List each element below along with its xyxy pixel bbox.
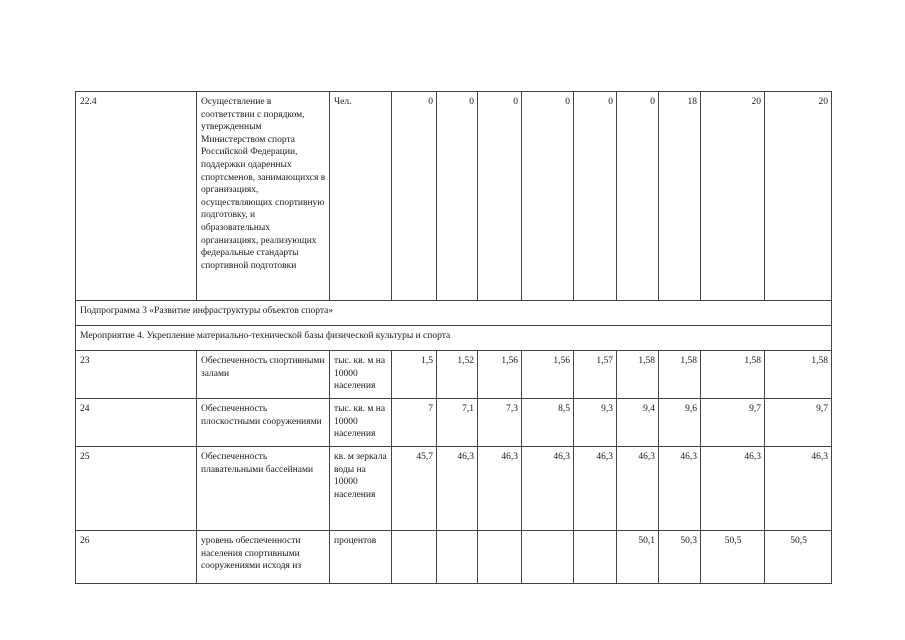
value-cell: 0 [437, 92, 478, 301]
unit-cell: процентов [330, 531, 392, 584]
row-id: 24 [76, 399, 197, 447]
indicator-name: Обеспеченность плавательными бассейнами [197, 447, 330, 531]
indicator-name: Обеспеченность плоскостными сооружениями [197, 399, 330, 447]
value-cell: 46,3 [574, 447, 617, 531]
value-cell: 1,56 [522, 351, 574, 399]
table-row [76, 399, 832, 447]
value-cell: 7,1 [437, 399, 478, 447]
indicator-name: Осуществление в соответствии с порядком, утвержденным Министерством спорта Российской Федерации, поддержки одаренных спортсменов, занимающихся в организациях, осуществляющих спортивную подготовку, и образовательных организациях, реализующих федеральные стандарты спортивной подготовки [197, 92, 330, 301]
row-id: 22.4 [76, 92, 197, 301]
row-id: 23 [76, 351, 197, 399]
value-cell: 45,7 [392, 447, 437, 531]
value-cell: 20 [701, 92, 765, 301]
value-cell: 9,7 [701, 399, 765, 447]
value-cell: 1,56 [478, 351, 522, 399]
value-cell: 1,58 [701, 351, 765, 399]
value-cell: 0 [478, 92, 522, 301]
value-cell: 0 [574, 92, 617, 301]
value-cell [522, 531, 574, 584]
value-cell: 0 [522, 92, 574, 301]
value-cell: 8,5 [522, 399, 574, 447]
table-row [76, 351, 832, 399]
unit-cell: Чел. [330, 92, 392, 301]
subprogram-row [76, 301, 832, 326]
value-cell: 7,3 [478, 399, 522, 447]
subprogram-title: Подпрограмма 3 «Развитие инфраструктуры объектов спорта» [76, 301, 832, 326]
table-row [76, 92, 832, 301]
unit-cell: тыс. кв. м на 10000 населения [330, 399, 392, 447]
value-cell: 46,3 [659, 447, 701, 531]
value-cell: 1,52 [437, 351, 478, 399]
value-cell: 18 [659, 92, 701, 301]
value-cell: 50,5 [765, 531, 832, 584]
value-cell: 1,5 [392, 351, 437, 399]
value-cell: 9,7 [765, 399, 832, 447]
row-id: 26 [76, 531, 197, 584]
value-cell: 9,4 [617, 399, 659, 447]
value-cell: 46,3 [437, 447, 478, 531]
unit-cell: кв. м зеркала воды на 10000 населения [330, 447, 392, 531]
value-cell: 50,5 [701, 531, 765, 584]
value-cell: 50,1 [617, 531, 659, 584]
value-cell: 9,6 [659, 399, 701, 447]
indicator-name: Обеспеченность спортивными залами [197, 351, 330, 399]
unit-cell: тыс. кв. м на 10000 населения [330, 351, 392, 399]
indicator-name: уровень обеспеченности населения спортивными сооружениями исходя из [197, 531, 330, 584]
value-cell: 46,3 [478, 447, 522, 531]
value-cell: 46,3 [701, 447, 765, 531]
value-cell: 1,58 [765, 351, 832, 399]
indicators-table [75, 91, 832, 584]
value-cell [437, 531, 478, 584]
value-cell: 7 [392, 399, 437, 447]
value-cell [574, 531, 617, 584]
table-row [76, 531, 832, 584]
value-cell: 50,3 [659, 531, 701, 584]
table-row [76, 447, 832, 531]
measure-title: Мероприятие 4. Укрепление материально-технической базы физической культуры и спорта [76, 326, 832, 351]
value-cell: 0 [392, 92, 437, 301]
value-cell: 1,58 [659, 351, 701, 399]
value-cell [392, 531, 437, 584]
value-cell: 9,3 [574, 399, 617, 447]
measure-row [76, 326, 832, 351]
value-cell: 0 [617, 92, 659, 301]
value-cell: 46,3 [765, 447, 832, 531]
value-cell: 20 [765, 92, 832, 301]
row-id: 25 [76, 447, 197, 531]
value-cell [478, 531, 522, 584]
value-cell: 46,3 [617, 447, 659, 531]
value-cell: 1,57 [574, 351, 617, 399]
value-cell: 46,3 [522, 447, 574, 531]
value-cell: 1,58 [617, 351, 659, 399]
